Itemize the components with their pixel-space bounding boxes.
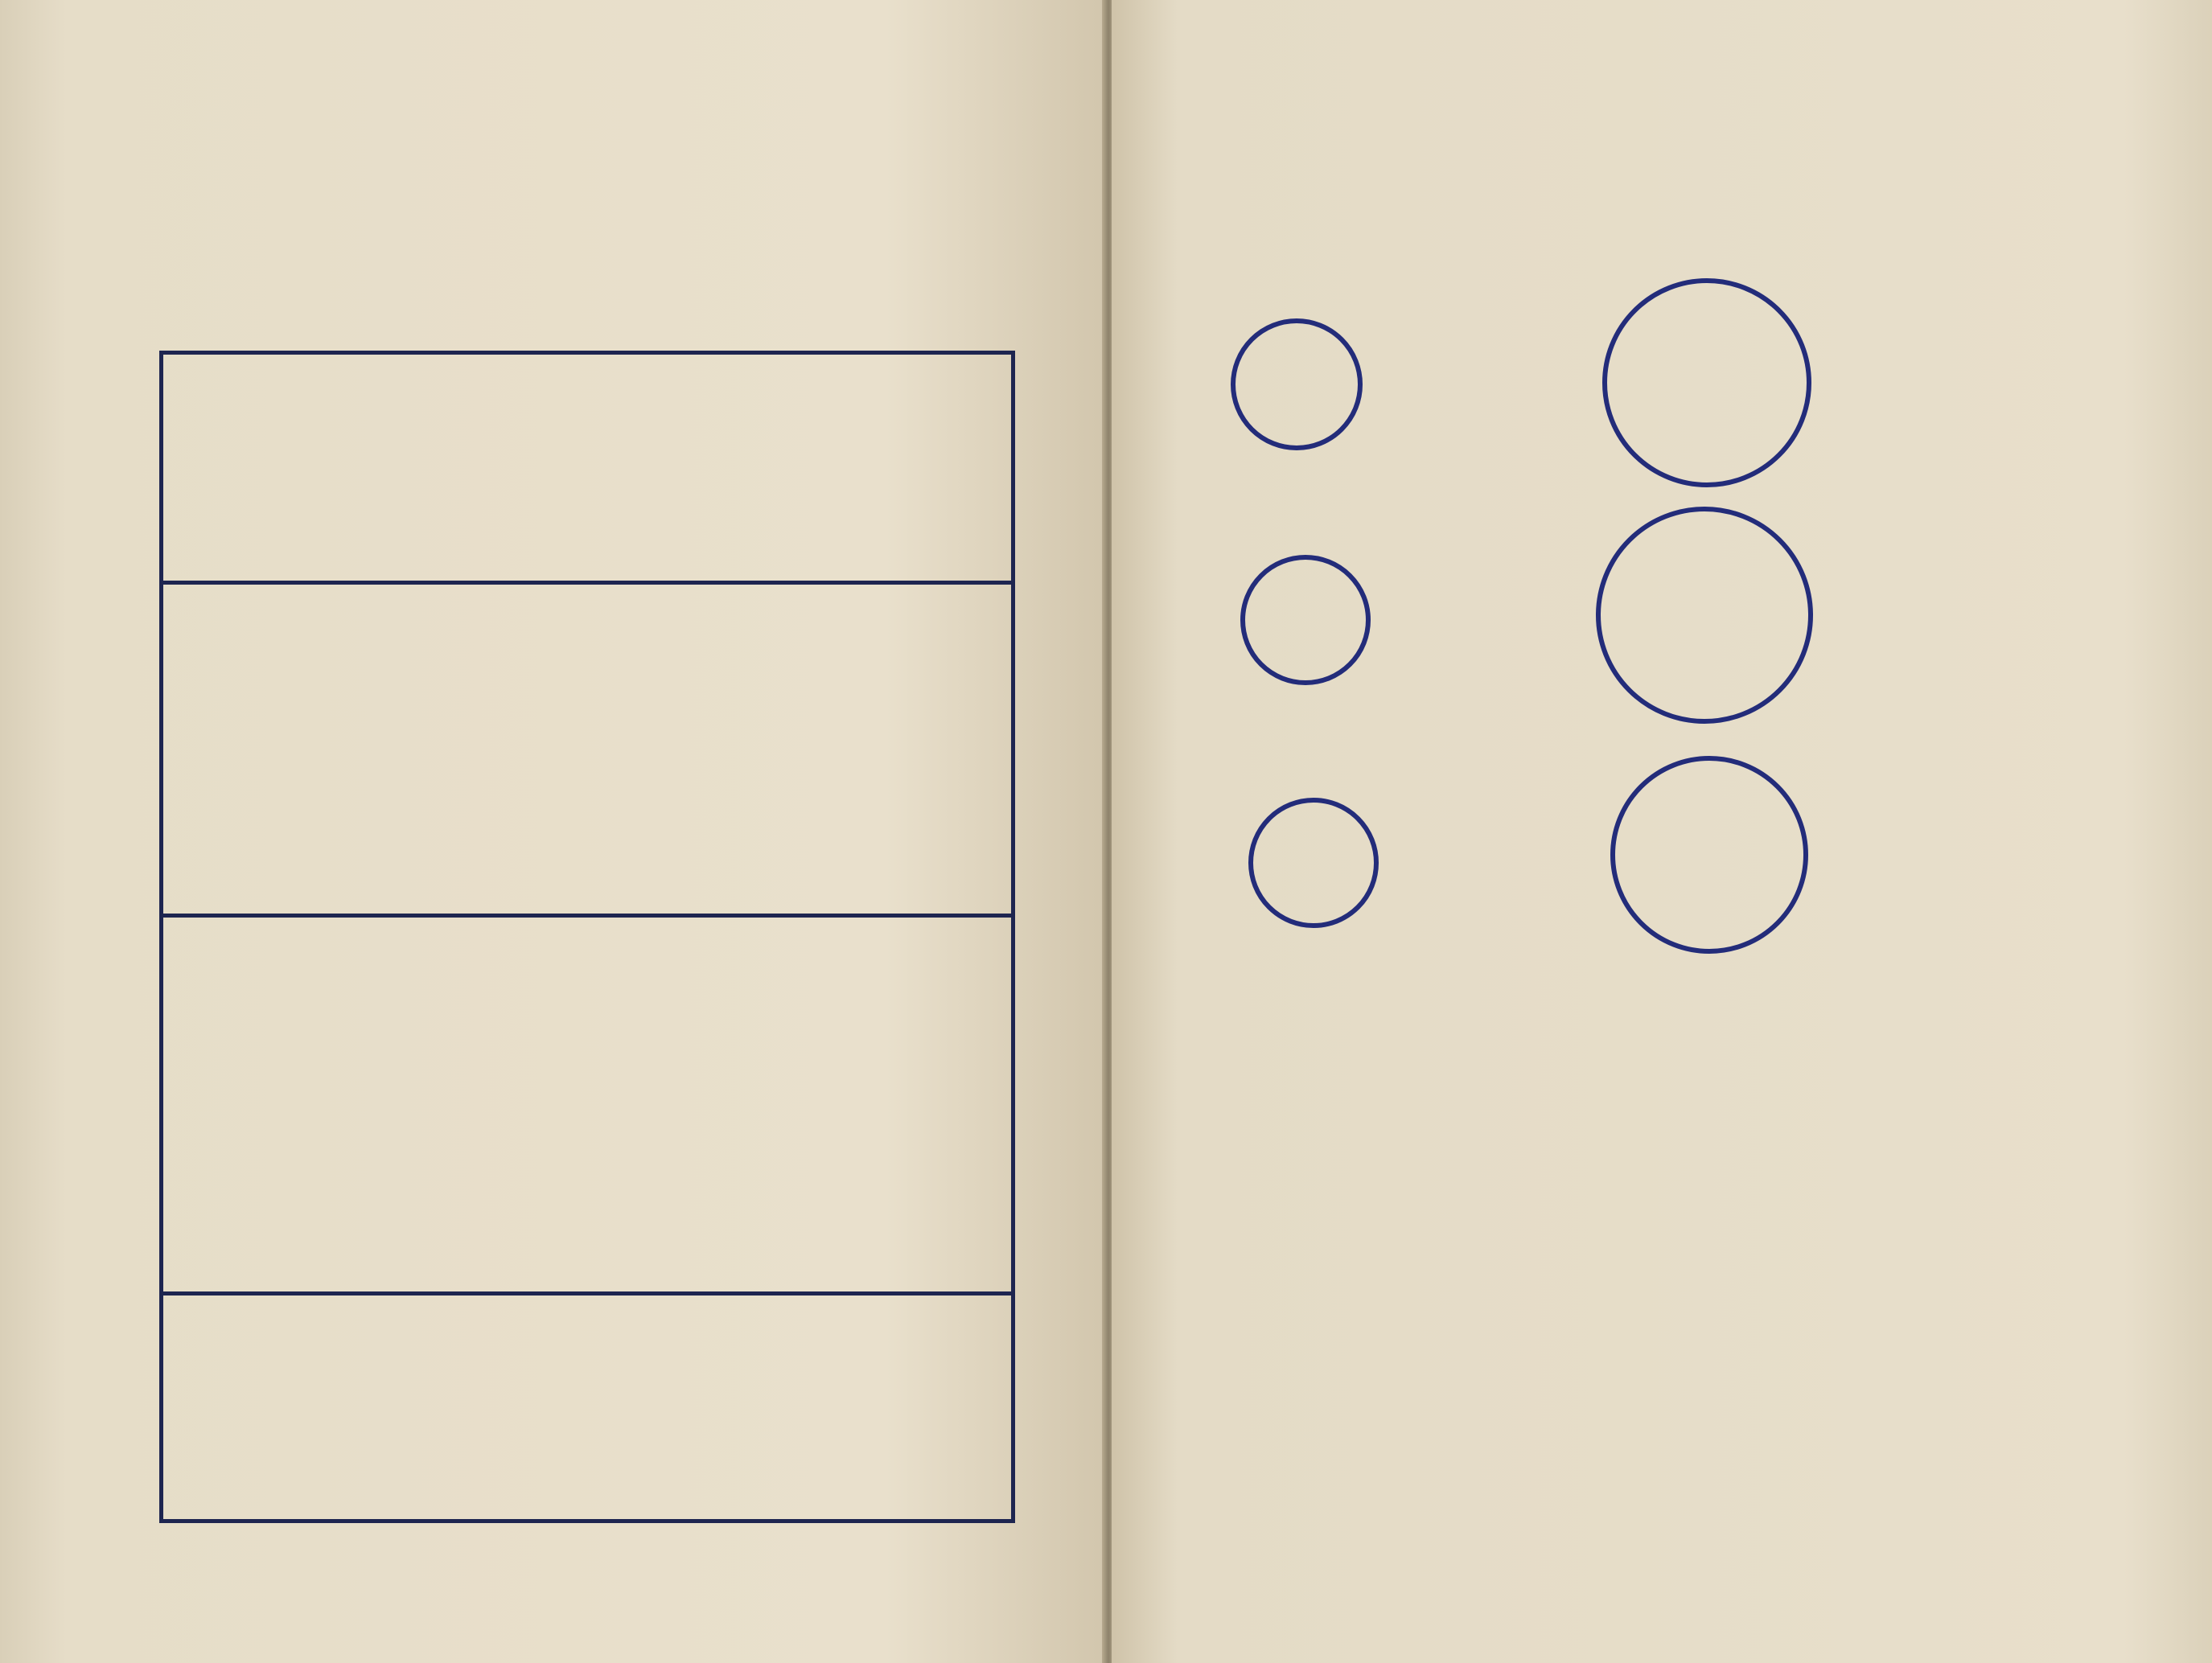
right-page (1112, 0, 2212, 1663)
milk-1970-bubble (1596, 507, 1813, 724)
body-text (1684, 981, 2087, 1512)
feed-area-chart (1160, 1126, 1707, 1576)
milk-1960-bubble (1240, 555, 1371, 685)
egg-1970-bubble (1610, 756, 1808, 954)
meat-1960-bubble (1231, 318, 1363, 450)
divider-dairy-beef (159, 581, 1015, 585)
divider-pig-chicken (159, 1291, 1015, 1295)
legend-swatch-1970 (483, 253, 592, 298)
meat-1970-bubble (1602, 278, 1811, 487)
egg-1960-bubble (1248, 798, 1379, 928)
legend-swatch-1960 (155, 253, 265, 298)
pictograph-frame (159, 351, 1015, 1523)
divider-beef-pig (159, 914, 1015, 918)
